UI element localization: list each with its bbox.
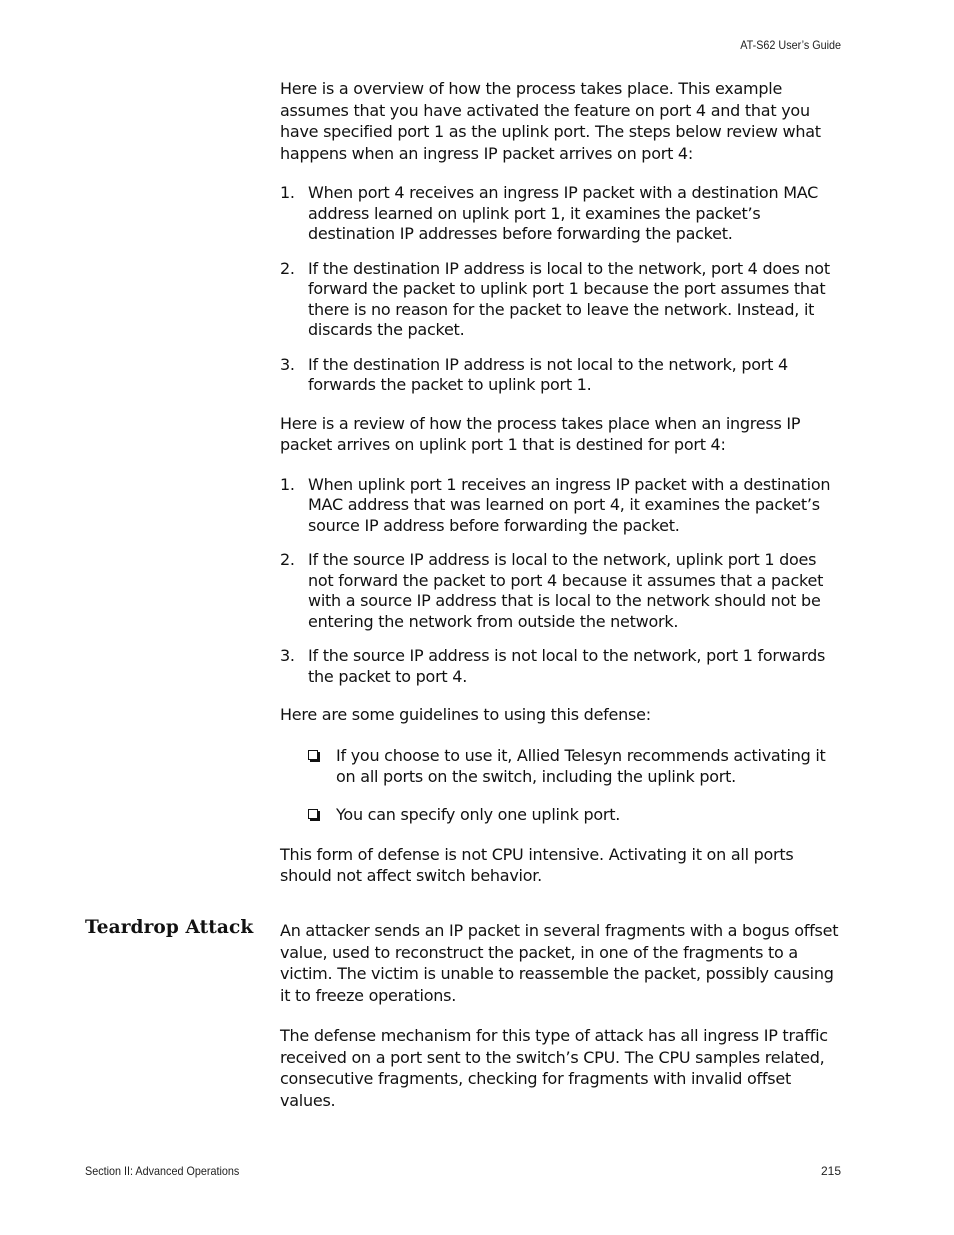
step-text: When uplink port 1 receives an ingress IP packet with a destination MAC address that was learned on port 4, it examines the packet’s source IP address before forwarding the packet.	[308, 474, 831, 535]
list-item	[280, 745, 842, 787]
step-text: When port 4 receives an ingress IP packet with a destination MAC address learned on uplink port 1, it examines the packet’s destination IP addresses before forwarding the packet.	[308, 183, 819, 243]
step-number: 1.	[280, 183, 295, 202]
egress-steps-list	[280, 183, 842, 396]
section-heading: Teardrop Attack	[85, 917, 254, 938]
main-content	[280, 78, 842, 887]
step-text: If the destination IP address is not local to the network, port 4 forwards the packet to uplink port 1.	[308, 354, 788, 394]
guidelines-intro: Here are some guidelines to using this defense:	[280, 705, 651, 724]
teardrop-paragraph-2: The defense mechanism for this type of attack has all ingress IP traffic received on a port sent to the switch’s CPU. The CPU samples related, consecutive fragments, checking for fragments with invalid offset values.	[280, 1026, 828, 1110]
teardrop-paragraph-1: An attacker sends an IP packet in several fragments with a bogus offset value, used to reconstruct the packet, in one of the fragments to a victim. The victim is unable to reassemble the packet, possibly causing it to freeze operations.	[280, 921, 839, 1005]
review-paragraph: Here is a review of how the process takes place when an ingress IP packet arrives on uplink port 1 that is destined for port 4:	[280, 413, 801, 454]
guideline-text: If you choose to use it, Allied Telesyn recommends activating it on all ports on the switch, including the uplink port.	[336, 745, 826, 786]
checkbox-bullet-icon	[308, 809, 318, 819]
step-number: 3.	[280, 646, 295, 665]
step-number: 1.	[280, 474, 295, 494]
list-item	[280, 550, 842, 632]
running-header: AT-S62 User’s Guide	[740, 38, 841, 52]
list-item	[280, 646, 842, 687]
checkbox-bullet-icon	[308, 750, 318, 760]
intro-paragraph: Here is a overview of how the process takes place. This example assumes that you have activated the feature on port 4 and that you have specified port 1 as the uplink port. The steps below review what happens when an ingress IP packet arrives on port 4:	[280, 79, 821, 163]
guideline-text: You can specify only one uplink port.	[336, 804, 621, 824]
list-item	[280, 804, 842, 825]
step-number: 2.	[280, 550, 295, 569]
step-number: 3.	[280, 354, 295, 374]
list-item	[280, 259, 842, 341]
step-text: If the source IP address is not local to the network, port 1 forwards the packet to port 4.	[308, 646, 826, 686]
teardrop-section	[280, 920, 842, 1111]
page-number: 215	[820, 1164, 841, 1178]
step-text: If the source IP address is local to the network, uplink port 1 does not forward the packet to port 4 because it assumes that a packet with a source IP address that is local to the network should not be entering the network from outside the network.	[308, 550, 824, 631]
step-number: 2.	[280, 258, 295, 278]
guidelines-list	[280, 745, 842, 825]
uplink-steps-list	[280, 475, 842, 688]
step-text: If the destination IP address is local to the network, port 4 does not forward the packet to uplink port 1 because the port assumes that there is no reason for the packet to leave the network. Instead, it discards the packet.	[308, 258, 830, 339]
list-item	[280, 355, 842, 396]
footer-section-title: Section II: Advanced Operations	[85, 1164, 240, 1178]
cpu-note-paragraph: This form of defense is not CPU intensive. Activating it on all ports should not affect switch behavior.	[280, 844, 794, 885]
list-item	[280, 183, 842, 245]
list-item	[280, 475, 842, 537]
